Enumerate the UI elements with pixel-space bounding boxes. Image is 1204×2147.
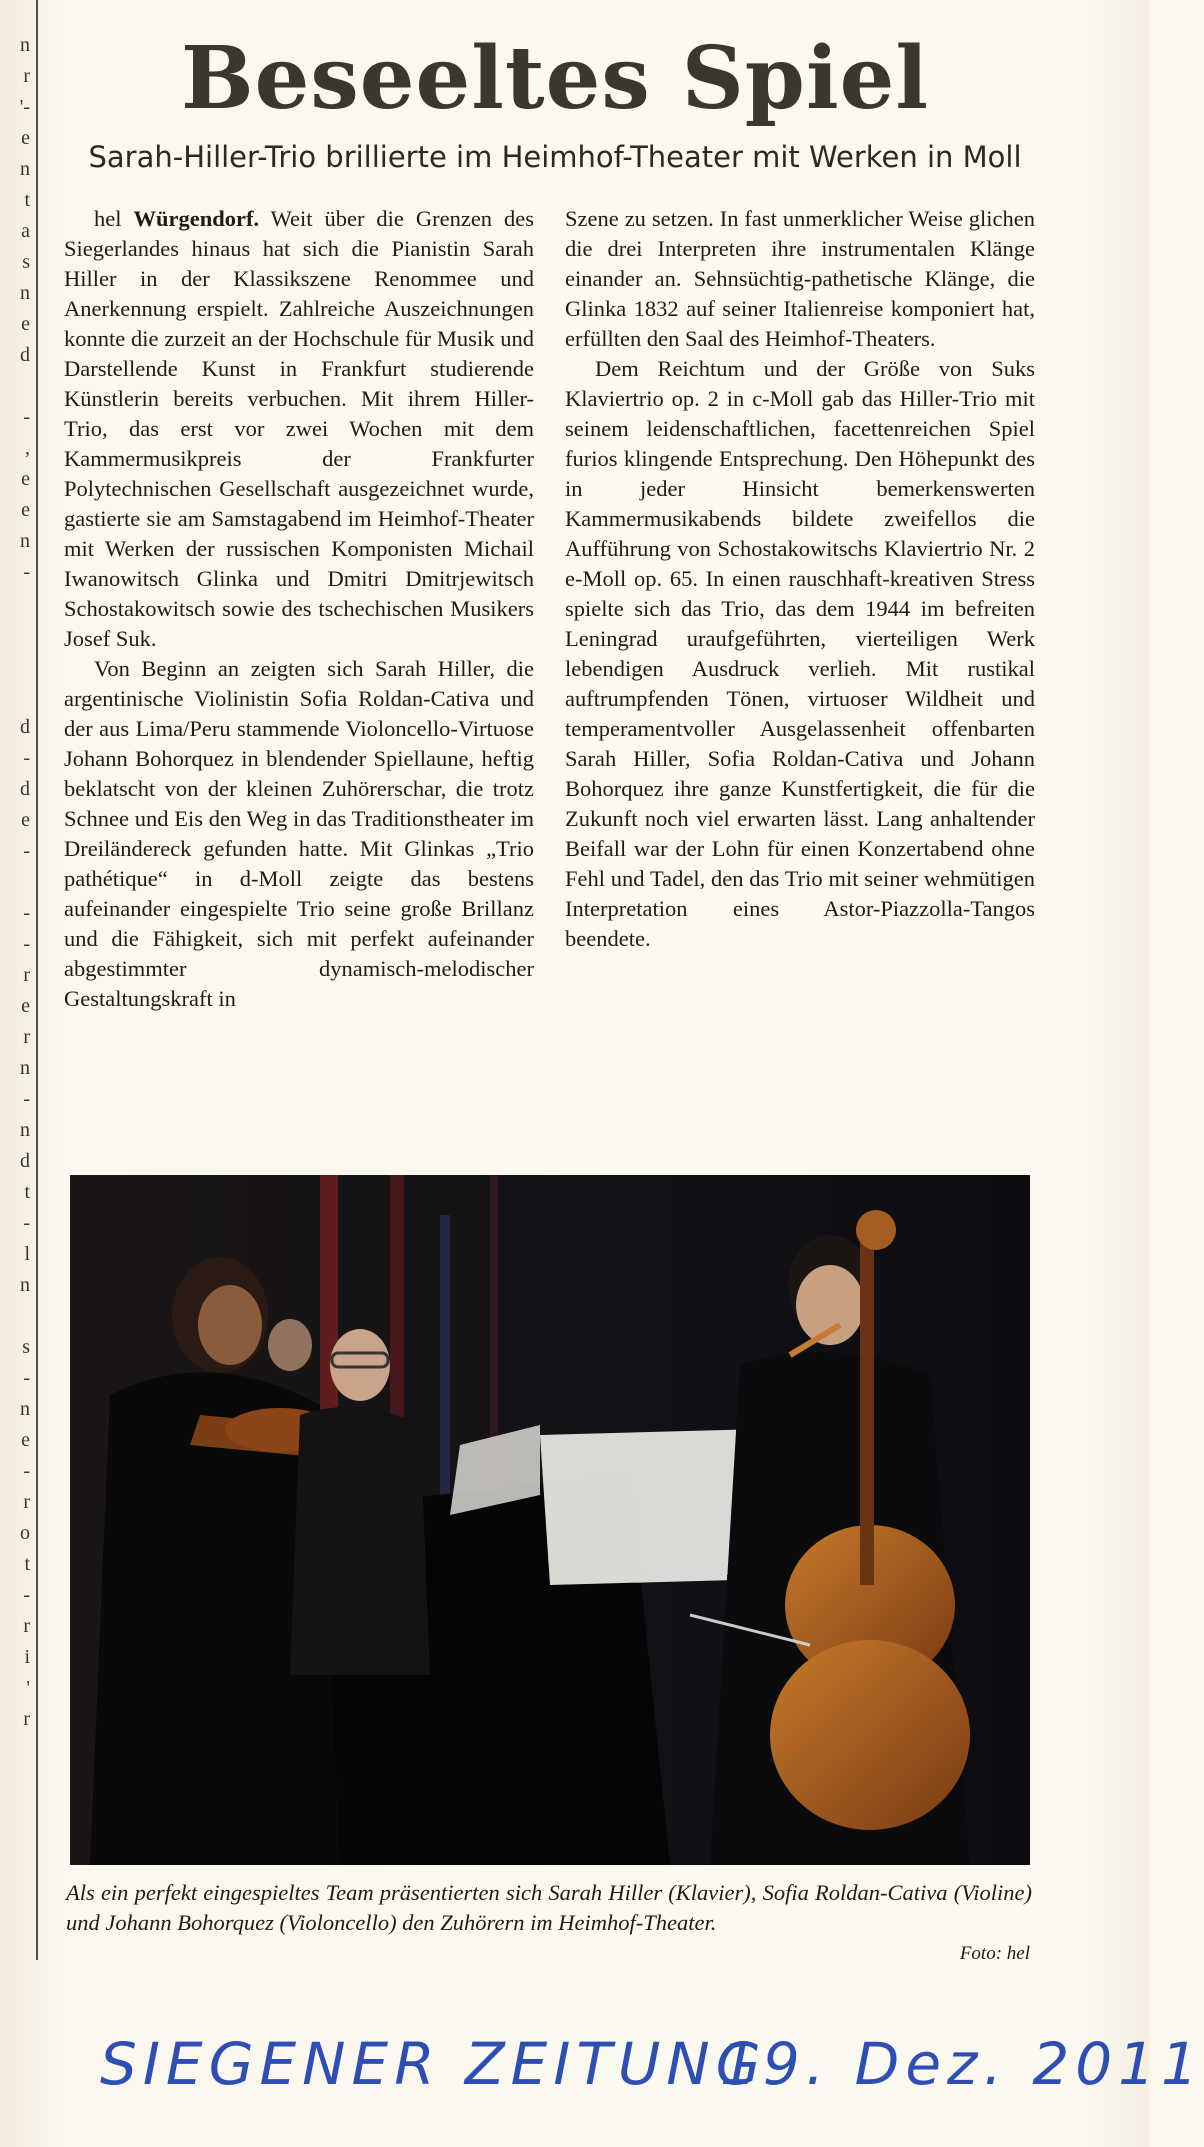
photo-caption: Als ein perfekt eingespieltes Team präsentierten sich Sarah Hiller (Klavier), Sofia Roldan-Cativa (Violine) und Johann Bohorquez (Violoncello) den Zuhörern im Heimhof-Theater. bbox=[66, 1880, 1032, 1935]
headline: Beseeltes Spiel bbox=[180, 28, 929, 129]
handwritten-source-note bbox=[100, 2025, 1204, 2115]
byline: hel bbox=[94, 206, 122, 231]
handwritten-newspaper-name: SIEGENER ZEITUNG bbox=[100, 2030, 767, 2098]
article-column-right bbox=[565, 204, 1035, 954]
photo-credit: Foto: hel bbox=[959, 1943, 1030, 1964]
article-column-left bbox=[64, 204, 534, 1014]
column-divider bbox=[36, 0, 38, 1960]
concert-photo bbox=[70, 1175, 1030, 1865]
trio-performance-illustration bbox=[70, 1175, 1030, 1865]
neighbor-column-fragment: n r '- e n t a s n e d - , e e n - d - d e - - - r e r n - n d t - l n s - n e - r o t - r i ' r bbox=[19, 34, 30, 1730]
article-paragraph-3: Dem Reichtum und der Größe von Suks Klaviertrio op. 2 in c-Moll gab das Hiller-Trio mit seinem leidenschaftlichen, facettenreichen Spiel furios klingende Entsprechung. Den Höhepunkt des in jeder Hinsicht bemerkenswerten Kammermusikabends bildete zweifellos die Aufführung von Schostakowitschs Klaviertrio Nr. 2 e-Moll op. 65. In einen rauschhaft-kreativen Stress spielte sich das Trio, das dem 1944 im befreiten Leningrad uraufgeführten, vierteiligen Werk lebendigen Ausdruck verlieh. Mit rustikal auftrumpfenden Tönen, virtuoser Wildheit und temperamentvoller Ausgelassenheit offenbarten Sarah Hiller, Sofia Roldan-Cativa und Johann Bohorquez ihre ganze Kunstfertigkeit, die für die Zukunft noch viel erwarten lässt. Lang anhaltender Beifall war der Lohn für einen Konzertabend ohne Fehl und Tadel, den das Trio mit seiner wehmütigen Interpretation eines Astor-Piazzolla-Tangos beendete. bbox=[565, 356, 1035, 951]
article-paragraph-2-continued: Szene zu setzen. In fast unmerklicher Weise glichen die drei Interpreten ihre instrumentalen Klänge einander an. Sehnsüchtig-pathetische Klänge, die Glinka 1832 auf seiner Italienreise komponiert hat, erfüllten den Saal des Heimhof-Theaters. bbox=[565, 206, 1035, 351]
subheadline: Sarah-Hiller-Trio brillierte im Heimhof-Theater mit Werken in Moll bbox=[88, 140, 1022, 174]
handwritten-date: 19. Dez. 2011 bbox=[720, 2030, 1204, 2098]
dateline: Würgendorf. bbox=[133, 206, 260, 231]
article-paragraph-2: Von Beginn an zeigten sich Sarah Hiller, die argentinische Violinistin Sofia Roldan-Cativa und der aus Lima/Peru stammende Violoncello-Virtuose Johann Bohorquez in blendender Spiellaune, heftig beklatscht von der kleinen Zuhörerschar, die trotz Schnee und Eis den Weg in das Traditionstheater im Dreiländereck gefunden hatte. Mit Glinkas „Trio pathétique“ in d-Moll zeigte das bestens aufeinander eingespielte Trio seine große Brillanz und die Fähigkeit, sich mit perfekt aufeinander abgestimmter dynamisch-melodischer Gestaltungskraft in bbox=[64, 656, 534, 1011]
article-paragraph-1 bbox=[64, 204, 534, 654]
paragraph-text: Weit über die Grenzen des Siegerlandes hinaus hat sich die Pianistin Sarah Hiller in der Klassikszene Renommee und Anerkennung erspielt. Zahlreiche Auszeichnungen konnte die zurzeit an der Hochschule für Musik und Darstellende Kunst in Frankfurt studierende Künstlerin bereits verbuchen. Mit ihrem Hiller-Trio, das erst vor zwei Wochen mit dem Kammermusikpreis der Frankfurter Polytechnischen Gesellschaft ausgezeichnet wurde, gastierte sie am Samstagabend im Heimhof-Theater mit Werken der russischen Komponisten Michail Iwanowitsch Glinka und Dmitri Dmitrjewitsch Schostakowitsch sowie des tschechischen Musikers Josef Suk. bbox=[64, 206, 535, 651]
